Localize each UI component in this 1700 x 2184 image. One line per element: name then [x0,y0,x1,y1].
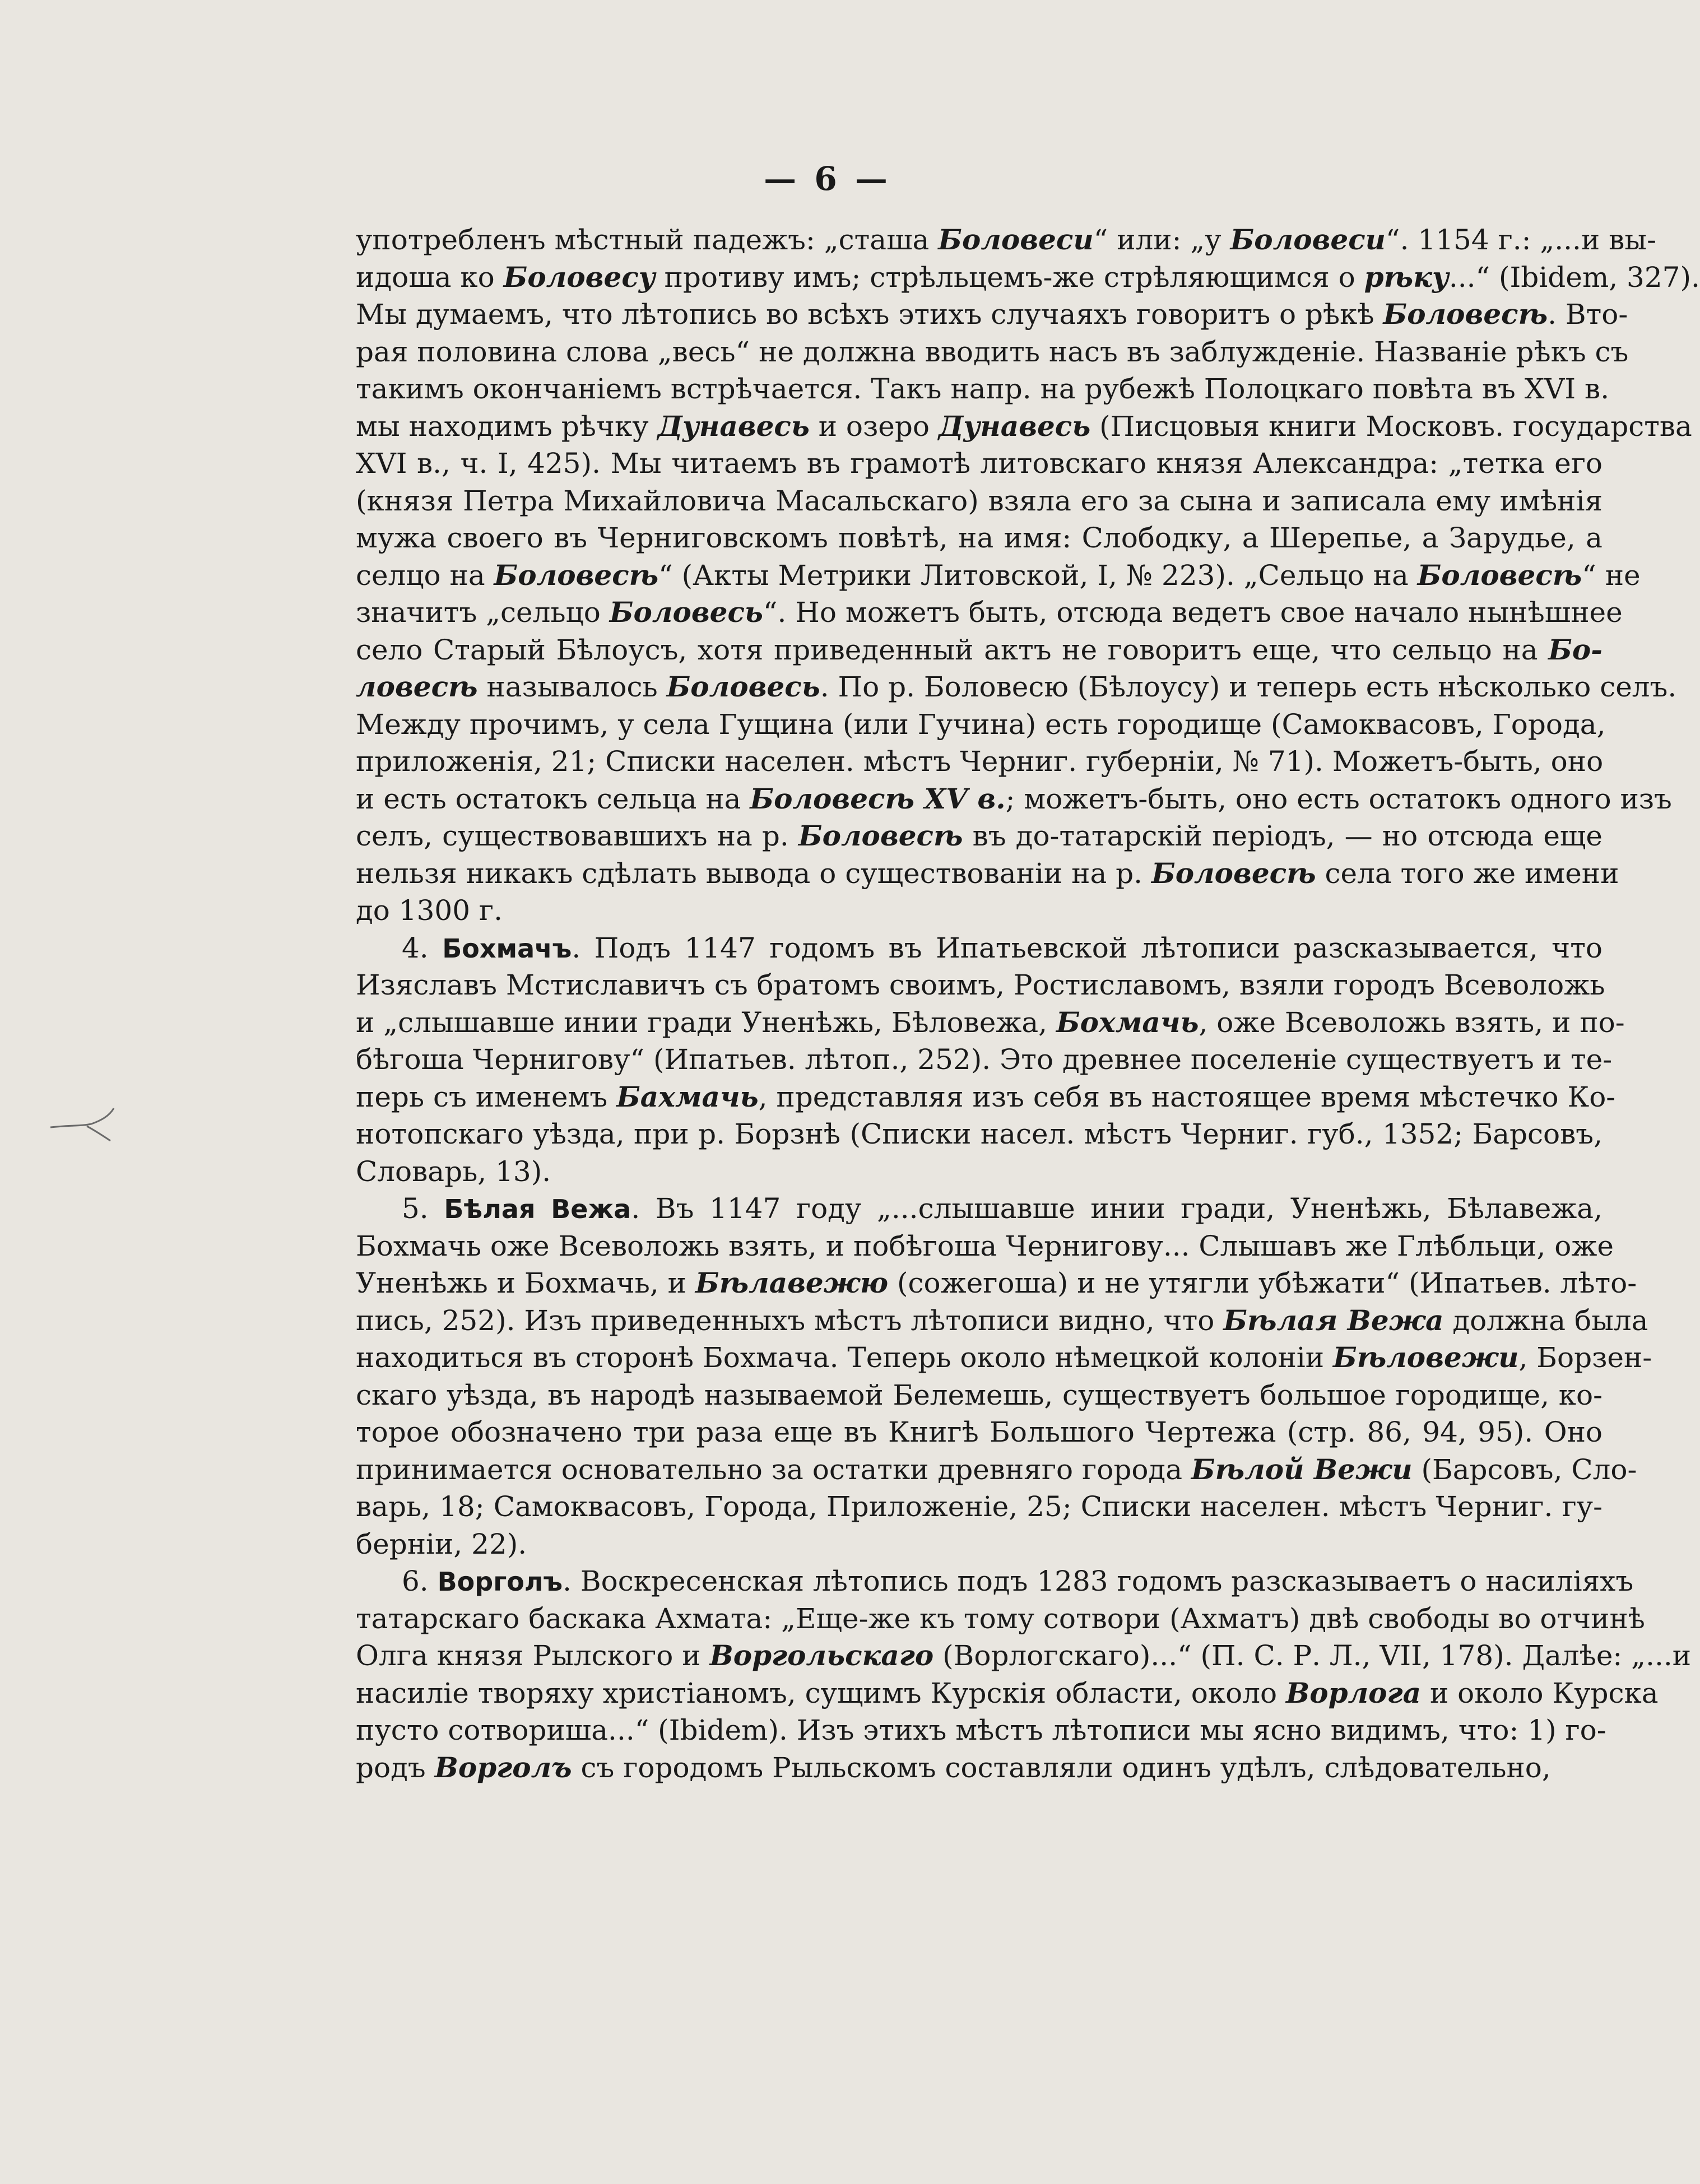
text-line: Словарь, 13). [356,1155,551,1188]
text-line: до 1300 г. [356,894,503,927]
text-line: скаго уѣзда, въ народѣ называемой Белемешь, существуетъ большое городище, ко- [356,1378,1603,1411]
text-line: значитъ „сельцо Боловесь“. Но можетъ быть, отсюда ведетъ свое начало нынѣшнее [356,596,1623,629]
text-line: мы находимъ рѣчку Дунавесь и озеро Дунавесь (Писцовыя книги Московъ. государства [356,409,1692,443]
text-line: родъ Ворголъ съ городомъ Рыльскомъ составляли одинъ удѣлъ, слѣдовательно, [356,1750,1551,1784]
text-line: перь съ именемъ Бахмачь, представляя изъ себя въ настоящее время мѣстечко Ко- [356,1080,1616,1113]
text-line: Между прочимъ, у села Гущина (или Гучина) есть городище (Самоквасовъ, Города, [356,708,1606,741]
text-line: употребленъ мѣстный падежъ: „сташа Боловеси“ или: „у Боловеси“. 1154 г.: „...и вы- [356,223,1656,256]
text-line: ловесѣ называлось Боловесь. По р. Боловесю (Бѣлоусу) и теперь есть нѣсколько селъ. [356,670,1677,703]
text-line: Уненѣжь и Бохмачь, и Бѣлавежю (сожегоша) и не утягли убѣжати“ (Ипатьев. лѣто- [356,1266,1637,1299]
text-line: селцо на Боловесѣ“ (Акты Метрики Литовской, I, № 223). „Сельцо на Боловесѣ“ не [356,558,1641,592]
text-line: мужа своего въ Черниговскомъ повѣтѣ, на имя: Слободку, а Шерепье, а Зарудье, а [356,522,1603,554]
text-line: 5. Бѣлая Вежа. Въ 1147 году „...слышавше инии гради, Уненѣжь, Бѣлавежа, [402,1192,1603,1225]
text-line: татарскаго баскака Ахмата: „Еще-же къ тому сотвори (Ахматъ) двѣ свободы во отчинѣ [356,1602,1645,1635]
text-line: пусто сотвориша...“ (Ibidem). Изъ этихъ мѣстъ лѣтописи мы ясно видимъ, что: 1) го- [356,1714,1606,1746]
text-line: приложенія, 21; Списки населен. мѣстъ Черниг. губерніи, № 71). Можетъ-быть, оно [356,745,1604,778]
text-line: и „слышавше инии гради Уненѣжь, Бѣловежа, Бохмачь, оже Всеволожь взять, и по- [356,1005,1625,1039]
text-line: Олга князя Рылского и Воргольскаго (Ворлогскаго)...“ (П. С. Р. Л., VII, 178). Далѣе: „...и [356,1639,1692,1672]
text-line: находиться въ сторонѣ Бохмача. Теперь около нѣмецкой колоніи Бѣловежи, Борзен- [356,1341,1652,1374]
text-line: такимъ окончаніемъ встрѣчается. Такъ напр. на рубежѣ Полоцкаго повѣта въ XVI в. [356,373,1610,405]
text-line: насиліе творяху христіаномъ, сущимъ Курскія области, около Ворлога и около Курска [356,1676,1659,1709]
text-line: село Старый Бѣлоусъ, хотя приведенный актъ не говоритъ еще, что сельцо на Бо- [356,633,1603,666]
text-line: пись, 252). Изъ приведенныхъ мѣстъ лѣтописи видно, что Бѣлая Вежа должна была [356,1303,1648,1337]
text-line: торое обозначено три раза еще въ Книгѣ Большого Чертежа (стр. 86, 94, 95). Оно [356,1416,1603,1448]
text-line: Бохмачь оже Всеволожь взять, и побѣгоша Чернигову... Слышавъ же Глѣбльци, оже [356,1229,1614,1262]
text-line: и есть остатокъ сельца на Боловесѣ XV в.; можетъ-быть, оно есть остатокъ одного изъ [356,782,1672,815]
body-text [356,221,1700,1786]
text-line: 4. Бохмачъ. Подъ 1147 годомъ въ Ипатьевской лѣтописи разсказывается, что [402,931,1603,964]
text-line: селъ, существовавшихъ на р. Боловесѣ въ до-татарскій періодъ, — но отсюда еще [356,819,1603,852]
text-line: XVI в., ч. I, 425). Мы читаемъ въ грамотѣ литовскаго князя Александра: „тетка его [356,447,1603,480]
text-line: берніи, 22). [356,1527,527,1560]
text-line: бѣгоша Чернигову“ (Ипатьев. лѣтоп., 252). Это древнее поселеніе существуетъ и те- [356,1043,1613,1076]
text-line: рая половина слова „весь“ не должна вводить насъ въ заблужденіе. Названіе рѣкъ съ [356,335,1629,368]
text-line: (князя Петра Михайловича Масальскаго) взяла его за сына и записала ему имѣнія [356,484,1603,517]
pencil-mark-icon [48,1104,126,1143]
text-line: Изяславъ Мстиславичъ съ братомъ своимъ, Ростиславомъ, взяли городъ Всеволожь [356,969,1605,1001]
text-line: 6. Ворголъ. Воскресенская лѣтопись подъ 1283 годомъ разсказываетъ о насиліяхъ [402,1565,1634,1597]
text-line: нельзя никакъ сдѣлать вывода о существованіи на р. Боловесѣ села того же имени [356,856,1619,890]
page-number: — 6 — [764,160,891,198]
text-line: идоша ко Боловесу противу имъ; стрѣльцемъ-же стрѣляющимся о рѣку...“ (Ibidem, 327). [356,260,1700,294]
text-line: Мы думаемъ, что лѣтопись во всѣхъ этихъ случаяхъ говоритъ о рѣкѣ Боловесѣ. Вто- [356,298,1628,331]
text-line: принимается основательно за остатки древняго города Бѣлой Вежи (Барсовъ, Сло- [356,1452,1637,1486]
text-line: нотопскаго уѣзда, при р. Борзнѣ (Списки насел. мѣстъ Черниг. губ., 1352; Барсовъ, [356,1118,1603,1150]
text-line: варь, 18; Самоквасовъ, Города, Приложеніе, 25; Списки населен. мѣстъ Черниг. гу- [356,1490,1603,1523]
